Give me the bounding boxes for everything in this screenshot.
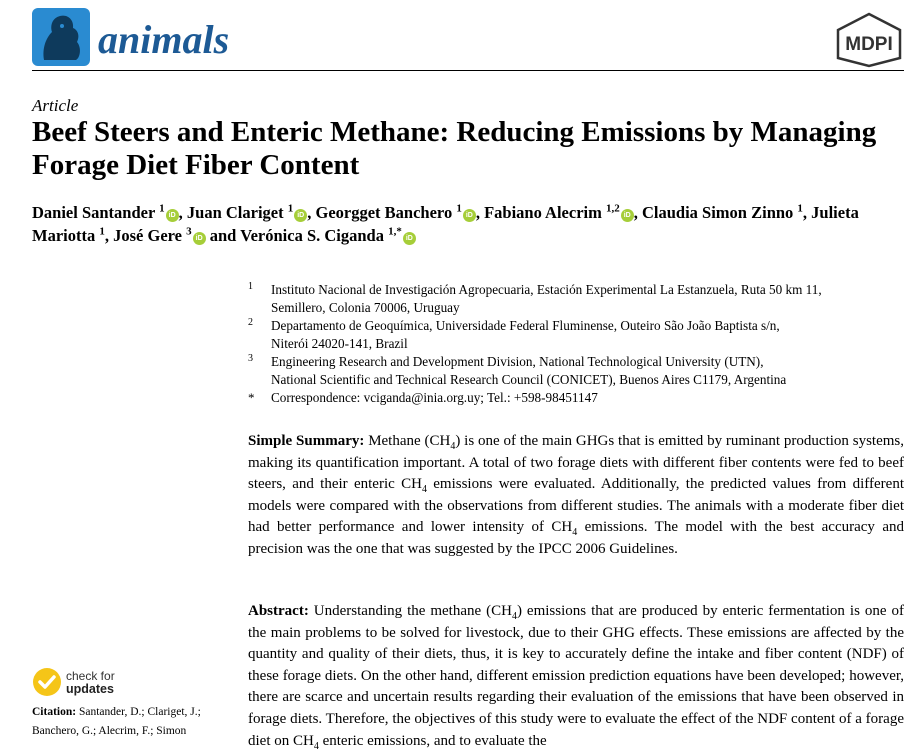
- check-updates-icon: [32, 667, 62, 697]
- citation: [32, 703, 232, 741]
- header-divider: [32, 70, 904, 71]
- author-affiliation-sup: 3: [186, 225, 192, 238]
- citation-text: Santander, D.; Clariget, J.; Banchero, G.; Alecrim, F.; Simon: [32, 706, 201, 737]
- affiliation-list: [248, 281, 888, 407]
- author-name[interactable]: Fabiano Alecrim: [484, 203, 606, 222]
- simple-summary-label: Simple Summary:: [248, 433, 365, 449]
- author-affiliation-sup: 1: [797, 202, 803, 215]
- affiliation-marker: *: [248, 390, 255, 405]
- check-updates-line1: check for: [66, 669, 115, 683]
- author-affiliation-sup: 1: [159, 202, 165, 215]
- citation-label: Citation:: [32, 706, 77, 718]
- article-type: Article: [32, 96, 79, 115]
- journal-name[interactable]: animals: [98, 17, 230, 62]
- orcid-icon[interactable]: iD: [463, 209, 476, 222]
- affiliation-marker: 1: [248, 281, 253, 292]
- journal-logo-icon[interactable]: [32, 8, 90, 66]
- author-name[interactable]: Julieta Mariotta: [32, 203, 859, 245]
- affiliation-line: Semillero, Colonia 70006, Uruguay: [271, 300, 460, 315]
- affiliation-marker: 2: [248, 317, 253, 328]
- author-name[interactable]: Verónica S. Ciganda: [240, 226, 389, 245]
- simple-summary-text: Methane $(CH_4)$ is one of the main GHGs that is emitted by ruminant production systems, making its quantification important. A total of two forage diets with different fiber contents were fed to beef steers, and their enteric $CH_4$ emissions were evaluated. Additionally, the predicted values from different models were compared with the observations from different studies. The animals with a moderate fiber diet had better performance and lower intensity of $CH_4$ emissions. The model with the best accuracy and precision was the one that was suggested by the IPCC 2006 Guidelines.: [248, 433, 904, 557]
- article-title: Beef Steers and Enteric Methane: Reducing Emissions by Managing Forage Diet Fiber Content: [32, 116, 877, 181]
- author-name[interactable]: José Gere: [113, 226, 187, 245]
- journal-header: [32, 8, 904, 72]
- author-affiliation-sup: 1,*: [388, 225, 402, 238]
- author-list: Daniel Santander $^1$iD , Juan Clariget $^1$iD , Georgget Banchero $^1$iD , Fabiano Alecrim $^{1,2}$iD , Claudia Simon Zinno $^1$, Julieta Mariotta $^1$, José Gere $^3$iD and Verónica S. Ciganda $^{1,*}$iD: [32, 202, 859, 245]
- author-affiliation-sup: 1,2: [605, 202, 620, 215]
- check-for-updates-button[interactable]: [32, 667, 172, 699]
- orcid-icon[interactable]: iD: [166, 209, 179, 222]
- check-updates-line2: updates: [66, 682, 114, 696]
- simple-summary: [248, 431, 904, 561]
- author-affiliation-sup: 1: [287, 202, 294, 215]
- affiliation-item: [248, 317, 888, 353]
- affiliation-line: National Scientific and Technical Research Council (CONICET), Buenos Aires C1179, Argentina: [271, 372, 787, 387]
- orcid-icon[interactable]: iD: [403, 232, 416, 245]
- author-name[interactable]: Juan Clariget: [186, 203, 288, 222]
- orcid-icon[interactable]: iD: [193, 232, 206, 245]
- author-name[interactable]: Claudia Simon Zinno: [641, 203, 798, 222]
- publisher-name: MDPI: [845, 34, 893, 55]
- author-name[interactable]: Georgget Banchero: [315, 203, 457, 222]
- affiliation-item: [248, 389, 888, 407]
- affiliation-line: Engineering Research and Development Division, National Technological University (UTN),: [271, 354, 764, 369]
- author-name[interactable]: Daniel Santander: [32, 203, 160, 222]
- orcid-icon[interactable]: iD: [621, 209, 634, 222]
- abstract-label: Abstract:: [248, 603, 309, 619]
- mdpi-logo-icon[interactable]: [834, 12, 904, 68]
- abstract: [248, 601, 904, 752]
- affiliation-line: Departamento de Geoquímica, Universidade Federal Fluminense, Outeiro São João Baptista s/n,: [271, 318, 780, 333]
- author-affiliation-sup: 1: [456, 202, 462, 215]
- abstract-text: Understanding the methane $(CH_4)$ emissions that are produced by enteric fermentation is one of the main problems to be solved for livestock, due to their GHG effects. These emissions are affected by the quantity and quality of their diets, thus, it is key to accurately define the intake and fiber content (NDF) of these forage diets. On the other hand, different emission prediction equations have been developed; however, there are scarce and uncertain results regarding their evaluation of the emissions that have been observed in forage diets. Therefore, the objectives of this study were to evaluate the effect of the NDF content of a forage diet on $CH_4$ enteric emissions, and to evaluate the: [248, 603, 904, 752]
- author-affiliation-sup: 1: [99, 225, 105, 238]
- affiliation-item: [248, 353, 888, 389]
- affiliation-marker: 3: [248, 353, 253, 364]
- orcid-icon[interactable]: iD: [294, 209, 307, 222]
- affiliation-line: Instituto Nacional de Investigación Agropecuaria, Estación Experimental La Estanzuela, Ruta 50 km 11,: [271, 282, 822, 297]
- affiliation-item: [248, 281, 888, 317]
- affiliation-line: Niterói 24020-141, Brazil: [271, 336, 408, 351]
- affiliation-line[interactable]: Correspondence: vciganda@inia.org.uy; Tel.: +598-98451147: [271, 390, 598, 405]
